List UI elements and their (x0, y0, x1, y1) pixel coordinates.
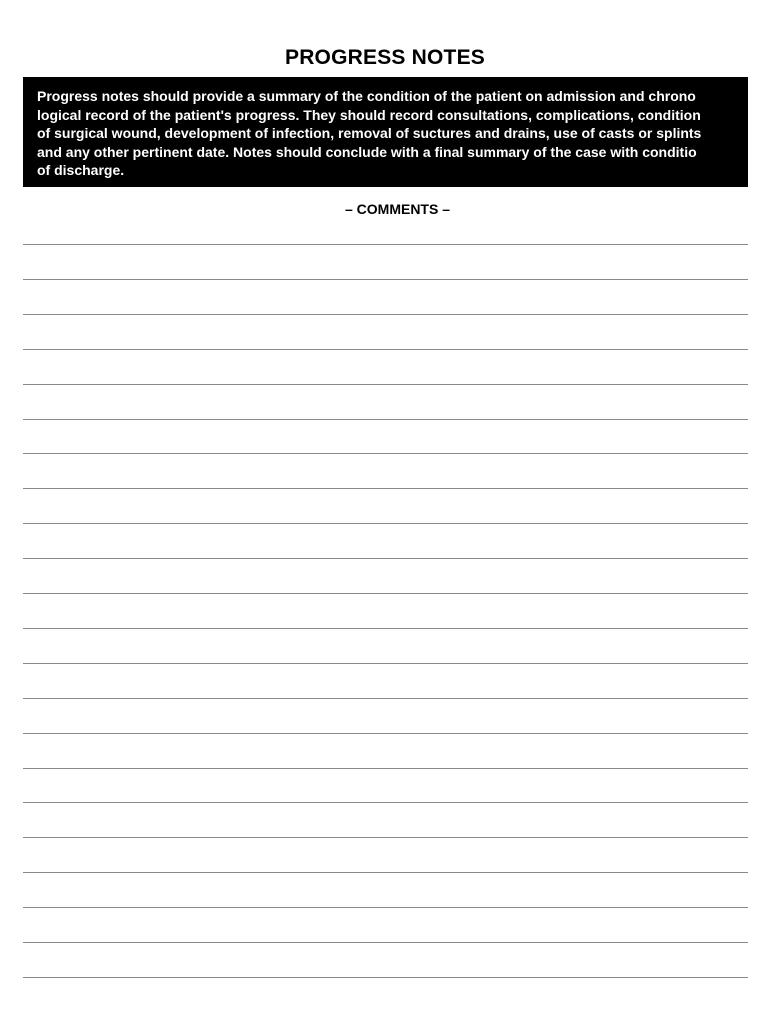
comment-line[interactable] (23, 279, 748, 280)
comment-line[interactable] (23, 837, 748, 838)
comment-line[interactable] (23, 523, 748, 524)
comment-line[interactable] (23, 488, 748, 489)
comment-line[interactable] (23, 977, 748, 978)
comment-line[interactable] (23, 244, 748, 245)
comment-lines (23, 0, 748, 1024)
instructions-line: Progress notes should provide a summary of the condition of the patient on admission and chrono (37, 88, 696, 104)
comment-line[interactable] (23, 942, 748, 943)
page-title: PROGRESS NOTES (284, 46, 485, 69)
instructions-line: of discharge. (37, 162, 125, 178)
comment-line[interactable] (23, 907, 748, 908)
instructions-line: logical record of the patient's progress. They should record consultations, complications, condition (37, 106, 701, 123)
comment-line[interactable] (23, 628, 748, 629)
comment-line[interactable] (23, 558, 748, 559)
comment-line[interactable] (23, 314, 748, 315)
instructions-line: and any other pertinent date. Notes should conclude with a final summary of the case with conditio (37, 143, 697, 160)
comment-line[interactable] (23, 768, 748, 769)
comment-line[interactable] (23, 453, 748, 454)
comment-line[interactable] (23, 384, 748, 385)
comment-line[interactable] (23, 872, 748, 873)
comment-line[interactable] (23, 663, 748, 664)
comment-line[interactable] (23, 733, 748, 734)
comment-line[interactable] (23, 698, 748, 699)
comment-line[interactable] (23, 349, 748, 350)
comments-heading: – COMMENTS – (344, 201, 450, 217)
comment-line[interactable] (23, 419, 748, 420)
comment-line[interactable] (23, 802, 748, 803)
comment-line[interactable] (23, 593, 748, 594)
instructions-line: of surgical wound, development of infection, removal of suctures and drains, use of casts or splints (37, 125, 702, 141)
